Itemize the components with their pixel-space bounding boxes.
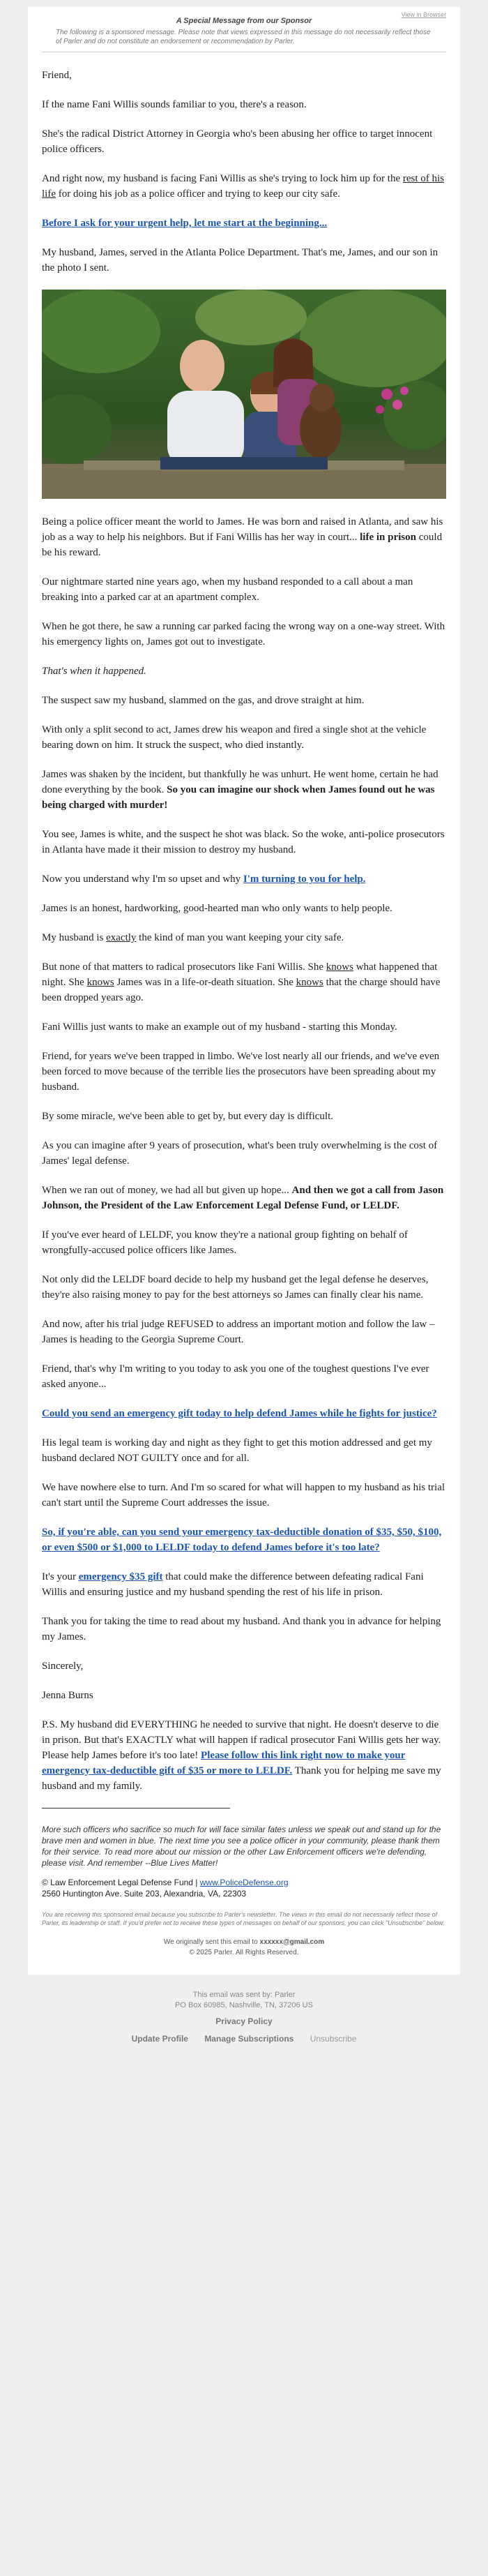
bottom-footer [0, 1975, 488, 2086]
paragraph: James is an honest, hardworking, good-hearted man who only wants to help people. [42, 903, 392, 914]
help-link[interactable]: I'm turning to you for help. [243, 874, 366, 885]
unsubscribe-link[interactable]: Unsubscribe [310, 2034, 357, 2044]
paragraph: And right now, my husband is facing Fani Willis as she's trying to lock him up for the rest of his life for doing his job as a police officer and trying to keep our city safe. [42, 173, 445, 200]
paragraph: And now, after his trial judge REFUSED to address an important motion and follow the law – James is heading to the Georgia Supreme Court. [42, 1319, 435, 1345]
email-card [28, 7, 460, 1975]
paragraph: As you can imagine after 9 years of prosecution, what's been truly overwhelming is the cost of James' legal defense. [42, 1140, 438, 1167]
paragraph [42, 1406, 446, 1421]
paragraph: Our nightmare started nine years ago, when my husband responded to a call about a man breaking into a parked car at an apartment complex. [42, 576, 413, 603]
paragraph: When he got there, he saw a running car parked facing the wrong way on a one-way street. With his emergency lights on, James got out to investigate. [42, 621, 445, 647]
paragraph: Not only did the LELDF board decide to help my husband get the legal defense he deserves, they're also raising money to pay for the best attorneys so James can finally clear his name. [42, 1274, 429, 1301]
sponsor-disclaimer: The following is a sponsored message. Please note that views expressed in this message do not necessarily reflect those of Parler and do not constitute an endorsement or recommendation by Parler. [56, 29, 431, 45]
paragraph: Friend, for years we've been trapped in limbo. We've lost nearly all our friends, and we've even been forced to move because of the terrible lies the prosecutors have been spreading about my husband. [42, 1051, 440, 1093]
paragraph: The suspect saw my husband, slammed on the gas, and drove straight at him. [42, 695, 365, 706]
paragraph: His legal team is working day and night as they fight to get this motion addressed and get my husband declared NOT GUILTY once and for all. [42, 1437, 432, 1464]
paragraph: My husband is exactly the kind of man you want keeping your city safe. [42, 932, 344, 943]
emergency-35-gift-link[interactable]: emergency $35 gift [78, 1571, 163, 1582]
sponsor-header [42, 7, 446, 46]
ps-donate-link[interactable]: Please follow this link right now to make your emergency tax-deductible gift of $35 or more to LELDF. [42, 1750, 406, 1776]
org-address: 2560 Huntington Ave. Suite 203, Alexandria, VA, 22303 [42, 1889, 247, 1899]
paragraph [42, 1525, 446, 1555]
paragraph: By some miracle, we've been able to get by, but every day is difficult. [42, 1111, 333, 1122]
manage-subscriptions-link[interactable]: Manage Subscriptions [204, 2034, 294, 2044]
greeting: Friend, [42, 70, 72, 81]
paragraph [42, 216, 446, 231]
paragraph: When we ran out of money, we had all but given up hope... And then we got a call from Jason Johnson, the President of the Law Enforcement Legal Defense Fund, or LELDF. [42, 1185, 444, 1211]
update-profile-link[interactable]: Update Profile [131, 2034, 188, 2044]
sent-by: This email was sent by: Parler [192, 1991, 296, 1999]
subscription-note: You are receiving this sponsored email because you subscribe to Parler's newsletter. The views in this email do not necessarily reflect those of Parler, its leadership or staff. If you'd prefer not to receive these types of messages on behalf of our sponsors, you can click "Unsubscribe" below. [42, 1911, 445, 1926]
paragraph: James was shaken by the incident, but thankfully he was unhurt. He went home, certain he had done everything by the book. So you can imagine our shock when James found out he was being charged with murder! [42, 769, 439, 811]
copyright: © 2025 Parler. All Rights Reserved. [189, 1949, 299, 1956]
paragraph: We have nowhere else to turn. And I'm so scared for what will happen to my husband as his trial can't start until the Supreme Court addresses the issue. [42, 1482, 445, 1508]
family-photo [42, 290, 446, 499]
postscript: P.S. My husband did EVERYTHING he needed to survive that night. He doesn't deserve to die in prison. But that's EXACTLY what will happen if radical prosecutor Fani Willis gets her way. Please help James before it's too late! Please follow this link right now to make your emergency tax-deductible gift of $35 or more to LELDF. Thank you for helping me save my husband and my family. [42, 1719, 441, 1792]
paragraph: Now you understand why I'm so upset and why I'm turning to you for help. [42, 874, 366, 885]
paragraph: But none of that matters to radical prosecutors like Fani Willis. She knows what happened that night. She knows James was in a life-or-death situation. She knows that the charge should have been dropped years ago. [42, 961, 441, 1003]
paragraph: You see, James is white, and the suspect he shot was black. So the woke, anti-police prosecutors in Atlanta have made it their mission to destroy my husband. [42, 829, 445, 855]
donation-amounts-link[interactable]: So, if you're able, can you send your emergency tax-deductible donation of $35, $50, $100, or even $500 or $1,000 to LELDF today to defend James before it's too late? [42, 1527, 442, 1553]
footer-links [0, 2034, 488, 2044]
sponsor-title: A Special Message from our Sponsor [176, 17, 312, 25]
org-website-link[interactable]: www.PoliceDefense.org [199, 1878, 289, 1887]
paragraph: Thank you for taking the time to read about my husband. And thank you in advance for helping my James. [42, 1616, 441, 1642]
paragraph: If the name Fani Willis sounds familiar to you, there's a reason. [42, 99, 307, 110]
paragraph: That's when it happened. [42, 666, 146, 677]
footer-note: More such officers who sacrifice so much for will face similar fates unless we speak out and stand up for the brave men and women in blue. The next time you see a police officer in your community, please thank them for their service. To read more about our mission or the other Law Enforcement officers we're defending, please visit. And remember --Blue Lives Matter! [42, 1825, 441, 1868]
paragraph: It's your emergency $35 gift that could make the difference between defeating radical Fani Willis and ensuring justice and my husband spending the rest of his life in prison. [42, 1571, 424, 1598]
view-in-browser-link[interactable]: View in Browser [401, 11, 446, 18]
paragraph: My husband, James, served in the Atlanta Police Department. That's me, James, and our son in the photo I sent. [42, 247, 439, 274]
org-info: © Law Enforcement Legal Defense Fund | www.PoliceDefense.org 2560 Huntington Ave. Suite 203, Alexandria, VA, 22303 [42, 1878, 289, 1899]
sender-address: PO Box 60985, Nashville, TN, 37206 US [175, 2001, 313, 2009]
closing: Sincerely, [42, 1661, 84, 1672]
paragraph: If you've ever heard of LELDF, you know they're a national group fighting on behalf of wrongfully-accused police officers like James. [42, 1229, 408, 1256]
paragraph: With only a split second to act, James drew his weapon and fired a single shot at the vehicle bearing down on him. It struck the suspect, who died instantly. [42, 724, 427, 751]
paragraph: She's the radical District Attorney in Georgia who's been abusing her office to target innocent police officers. [42, 128, 433, 155]
letter-body [42, 68, 446, 1794]
footer-divider [42, 1808, 230, 1809]
privacy-policy-link[interactable]: Privacy Policy [215, 2016, 273, 2026]
signature: Jenna Burns [42, 1690, 93, 1701]
paragraph: Friend, that's why I'm writing to you today to ask you one of the toughest questions I've ever asked anyone... [42, 1363, 429, 1390]
beginning-link[interactable]: Before I ask for your urgent help, let me start at the beginning... [42, 218, 328, 229]
paragraph: Being a police officer meant the world to James. He was born and raised in Atlanta, and saw his job as a way to help his neighbors. But if Fani Willis has her way in court... life in prison could be his reward. [42, 516, 443, 558]
paragraph: Fani Willis just wants to make an example out of my husband - starting this Monday. [42, 1021, 397, 1033]
emergency-gift-link[interactable]: Could you send an emergency gift today to help defend James while he fights for justice? [42, 1408, 437, 1419]
sent-to-line: We originally sent this email to xxxxxx@gmail.com [163, 1938, 325, 1946]
